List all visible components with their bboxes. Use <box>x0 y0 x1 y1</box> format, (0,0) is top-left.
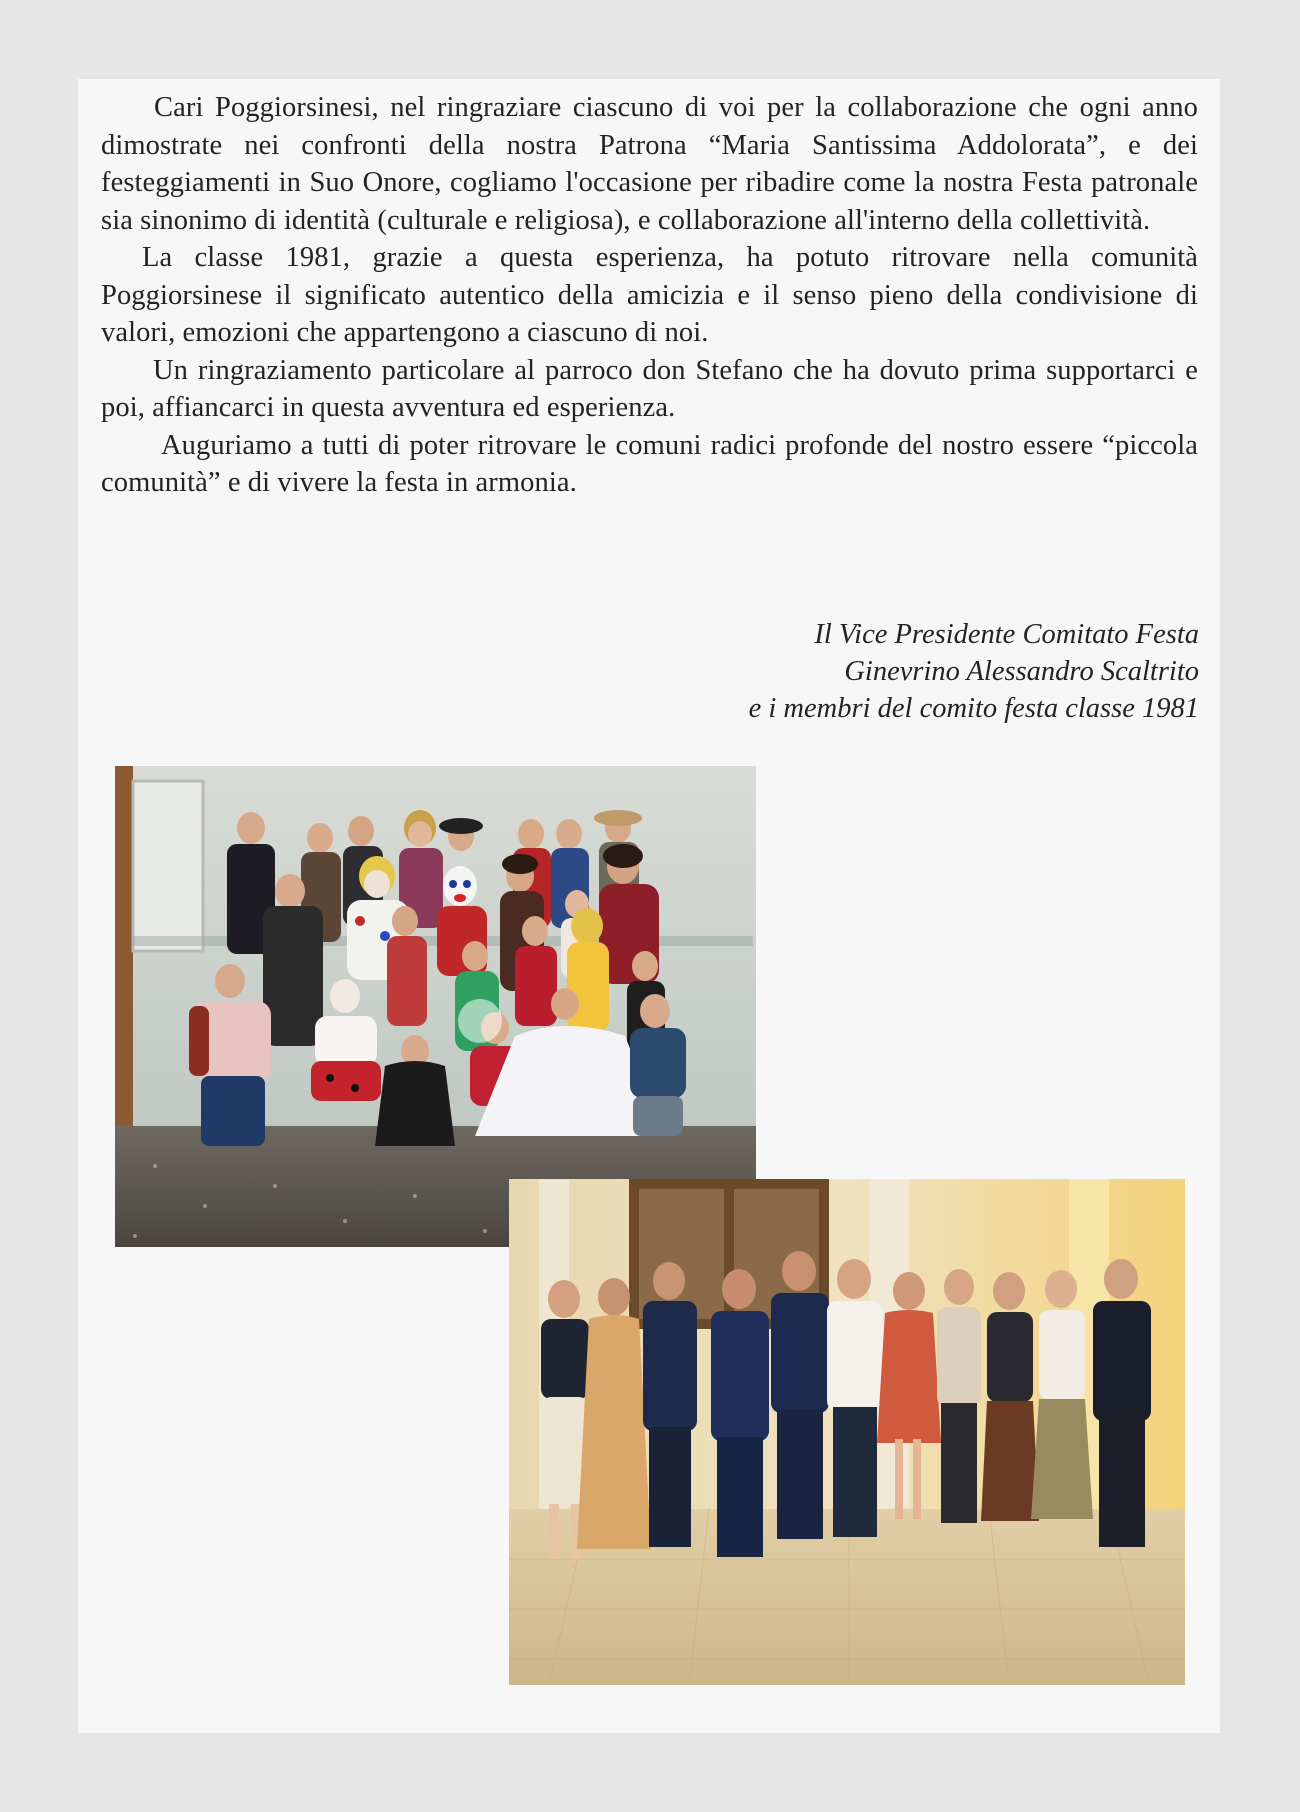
signature-members: e i membri del comito festa classe 1981 <box>748 693 1199 724</box>
class-photo-carnival <box>115 766 756 1247</box>
group-photo-2023 <box>509 1179 1185 1685</box>
page-sheet <box>78 79 1220 1733</box>
signature-role: Il Vice Presidente Comitato Festa <box>814 619 1199 650</box>
signature-name: Ginevrino Alessandro Scaltrito <box>844 656 1199 687</box>
letter-paragraph-3: Un ringraziamento particolare al parroco don Stefano che ha dovuto prima supportarci e poi, affiancarci in questa avventura ed esperienza. <box>101 354 1198 423</box>
letter-paragraph-4: Auguriamo a tutti di poter ritrovare le comuni radici profonde del nostro essere “piccola comunità” e di vivere la festa in armonia. <box>101 429 1198 498</box>
signature-block <box>749 616 1199 727</box>
letter-paragraph-2: La classe 1981, grazie a questa esperienza, ha potuto ritrovare nella comunità Poggiorsinese il significato autentico della amicizia e il senso pieno della condivisione di valori, emozioni che appartengono a ciascuno di noi. <box>101 242 1198 348</box>
group-photo-2023-image <box>509 1179 1185 1685</box>
letter-body <box>101 89 1198 502</box>
class-photo-carnival-image <box>115 766 756 1247</box>
letter-paragraph-1: Cari Poggiorsinesi, nel ringraziare ciascuno di voi per la collaborazione che ogni anno dimostrate nei confronti della nostra Patrona “Maria Santissima Addolorata”, e dei festeggiamenti in Suo Onore, cogliamo l'occasione per ribadire come la nostra Festa patronale sia sinonimo di identità (culturale e religiosa), e collaborazione all'interno della collettività. <box>101 92 1198 236</box>
